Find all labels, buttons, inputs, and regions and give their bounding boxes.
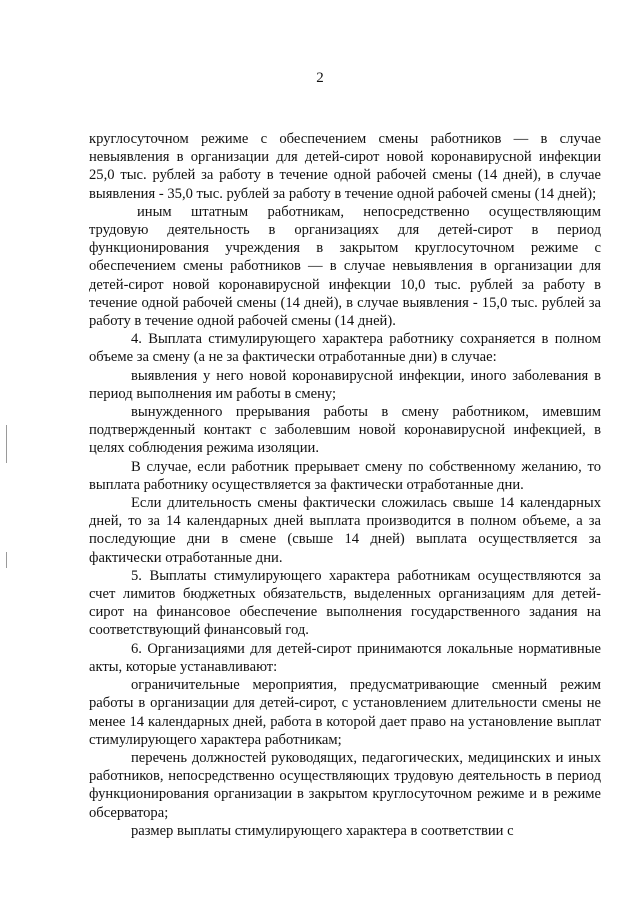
paragraph-item-4-case-isolation: вынужденного прерывания работы в смену работником, имевшим подтвержденный контакт с заболевшим новой коронавирусной инфекцией, в целях соблюдения режима изоляции. [89,404,601,457]
paragraph-item-6-restrictions: ограничительные мероприятия, предусматривающие сменный режим работы в организации для детей-сирот, с установлением длительности смены не менее 14 календарных дней, работа в которой дает право на установление выплат стимулирующего характера работникам; [89,677,601,748]
paragraph-over-14-days: Если длительность смены фактически сложилась свыше 14 календарных дней, то за 14 календарных дней выплата производится в полном объеме, а за последующие дни в смене (свыше 14 дней) выплата осуществляется за фактически отработанные дни. [89,495,601,566]
paragraph-item-6-positions: перечень должностей руководящих, педагогических, медицинских и иных работников, непосредственно осуществляющих трудовую деятельность в период функционирования организации в закрытом круглосуточном режиме и в режиме обсерватора; [89,749,601,821]
paragraph-item-6: 6. Организациями для детей-сирот принимаются локальные нормативные акты, которые устанавливают: [89,640,601,675]
document-body [89,130,601,840]
paragraph-other-staff: иным штатным работникам, непосредственно осуществляющим трудовую деятельность в организациях для детей-сирот в период функционирования учреждения в закрытом круглосуточном режиме с обеспечением смены работников — в случае невыявления в организации для детей-сирот новой коронавирусной инфекции 10,0 тыс. рублей за работу в течение одной рабочей смены (14 дней), в случае выявления - 15,0 тыс. рублей за работу в течение одной рабочей смены (14 дней). [89,203,601,330]
paragraph-continuation: круглосуточном режиме с обеспечением смены работников — в случае невыявления в организации для детей-сирот новой коронавирусной инфекции 25,0 тыс. рублей за работу в течение одной рабочей смены (14 дней), в случае выявления - 35,0 тыс. рублей за работу в течение одной рабочей смены (14 дней); [89,131,601,202]
margin-scan-mark [6,425,7,463]
paragraph-item-4: 4. Выплата стимулирующего характера работнику сохраняется в полном объеме за смену (а не за фактически отработанные дни) в случае: [89,331,601,366]
page-number: 2 [316,70,324,86]
paragraph-item-5: 5. Выплаты стимулирующего характера работникам осуществляются за счет лимитов бюджетных обязательств, выделенных организациям для детей-сирот на финансовое обеспечение выполнения государственного задания на соответствующий финансовый год. [89,567,601,639]
paragraph-voluntary-interruption: В случае, если работник прерывает смену по собственному желанию, то выплата работнику осуществляется за фактически отработанные дни. [89,458,601,493]
paragraph-item-6-amount: размер выплаты стимулирующего характера в соответствии с [131,822,514,839]
paragraph-item-4-case-illness: выявления у него новой коронавирусной инфекции, иного заболевания в период выполнения им работы в смену; [89,367,601,402]
margin-scan-mark [6,552,7,568]
